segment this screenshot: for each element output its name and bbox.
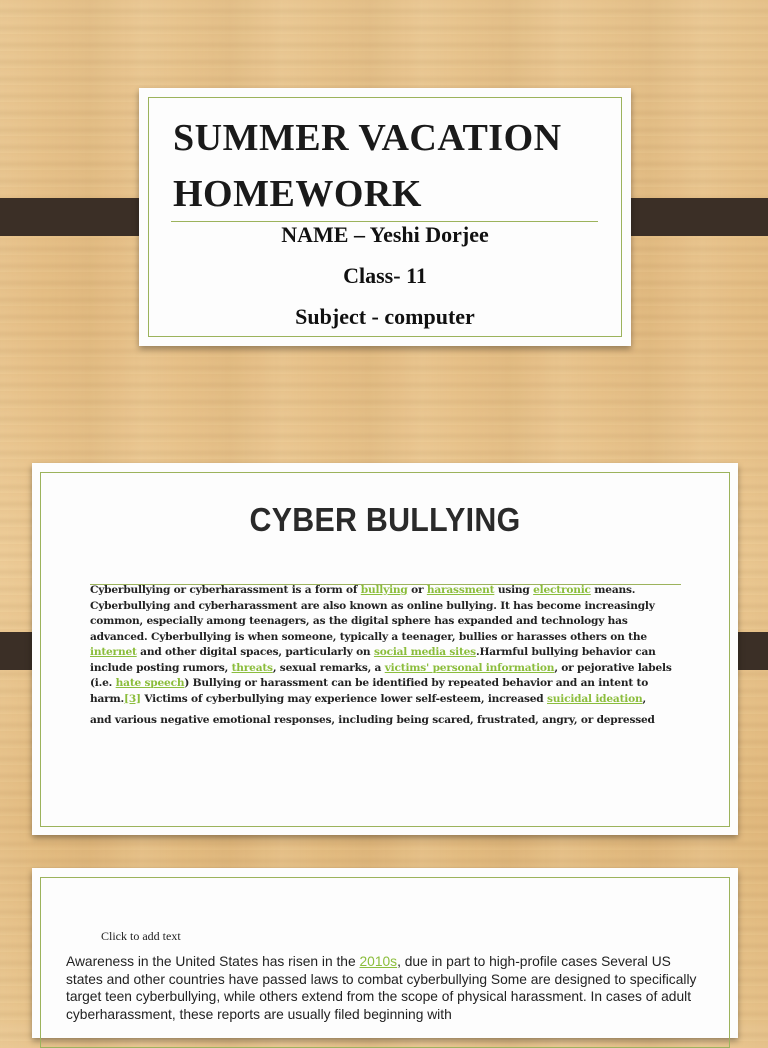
awareness-slide[interactable] (32, 868, 738, 1038)
title-slide[interactable] (139, 88, 631, 346)
link-harassment[interactable]: harassment (426, 584, 495, 596)
link-threats[interactable]: threats (231, 661, 273, 674)
left-tab-1 (0, 198, 155, 236)
link-victims-info[interactable]: victims' personal information (384, 661, 555, 674)
cyber-bullying-slide[interactable] (32, 463, 738, 835)
body-text (66, 953, 706, 1023)
body-text-segment: , (642, 692, 646, 705)
link-2010s[interactable]: 2010s (359, 954, 398, 969)
body-text (90, 583, 684, 729)
slide-title: CYBER BULLYING (249, 501, 521, 538)
link-hate-speech[interactable]: hate speech (115, 677, 185, 689)
link-electronic[interactable]: electronic (533, 584, 591, 596)
slide-title: SUMMER VACATION HOMEWORK (173, 117, 562, 215)
body-text-segment: or (407, 584, 427, 596)
body-text-segment: , or pejorative labels (i.e. (90, 661, 672, 689)
body-text-segment: .Harmful bullying behavior can include posting rumors, (90, 646, 656, 674)
body-text-segment: Awareness in the United States has risen in the (66, 954, 360, 969)
link-social-media[interactable]: social media sites (373, 646, 476, 658)
body-text-segment: Cyberbullying or cyberharassment is a form of (90, 584, 361, 596)
student-class: Class- 11 (343, 263, 427, 288)
body-text-segment: , sexual remarks, a (272, 661, 385, 674)
student-name: NAME – Yeshi Dorjee (281, 222, 489, 247)
right-tab-1 (613, 198, 768, 236)
body-text-segment: , due in part to high-profile cases Several US states and other countries have passed laws to combat cyberbullying Some are designed to specifically target teen cyberbullying, while others extend from the scope of physical harassment. In cases of adult cyberharassment, these reports are usually filed beginning with (66, 954, 697, 1022)
link-internet[interactable]: internet (90, 646, 137, 658)
body-text-segment: using (494, 584, 534, 596)
body-text-segment: and other digital spaces, particularly on (136, 646, 374, 658)
body-text-segment: Victims of cyberbullying may experience lower self-esteem, increased (140, 692, 547, 705)
link-suicidal-ideation[interactable]: suicidal ideation (547, 692, 643, 705)
subject-line: Subject - computer (295, 304, 475, 329)
body-text-segment: ) Bullying or harassment can be identified by repeated behavior and an intent to harm. (90, 677, 649, 705)
placeholder-text[interactable]: Click to add text (101, 929, 181, 943)
body-text-segment: means. Cyberbullying and cyberharassment are also known as online bullying. It has become increasingly common, especially among teenagers, as the digital sphere has expanded and technology has advanced. Cyberbullying is when someone, typically a teenager, bullies or harasses others on the (90, 584, 655, 643)
body-last-line: and various negative emotional responses, including being scared, frustrated, angry, or depressed (90, 714, 655, 726)
link-bullying[interactable]: bullying (360, 584, 408, 596)
link-reference-3[interactable]: [3] (124, 692, 141, 705)
